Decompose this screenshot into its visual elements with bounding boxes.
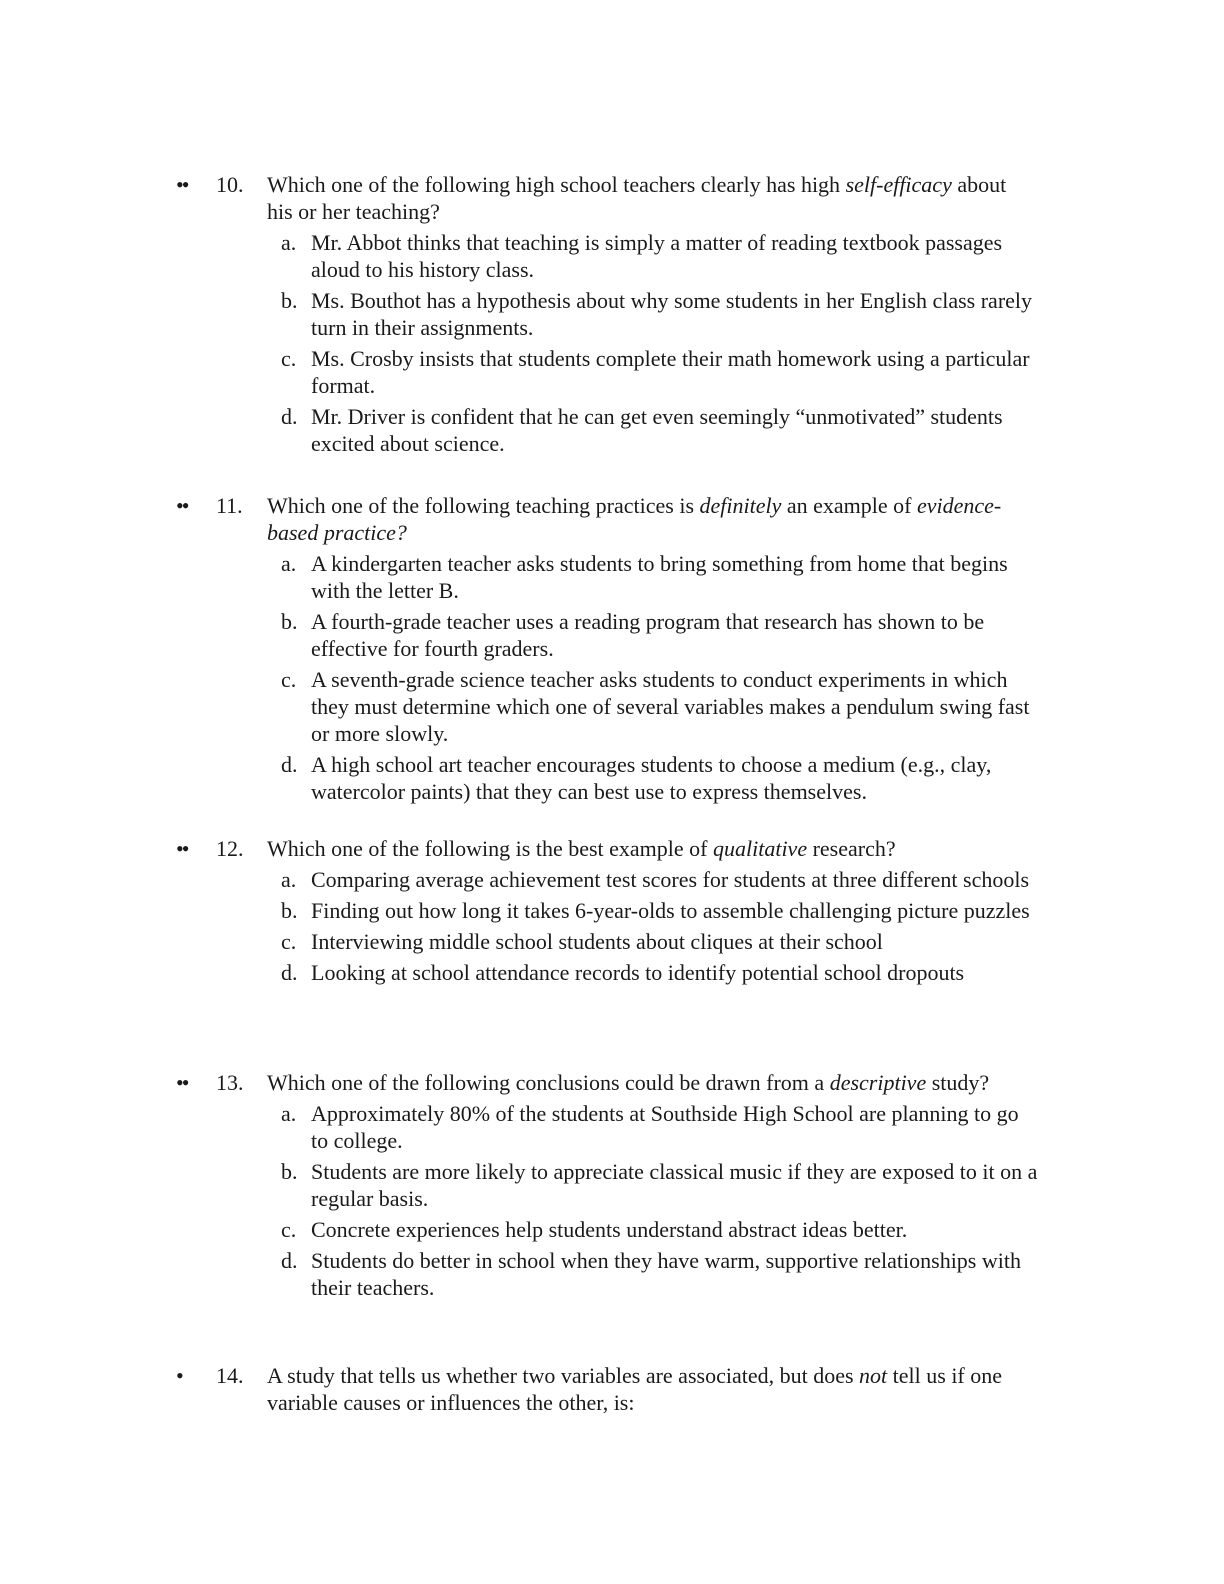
option-letter: b. <box>281 898 298 923</box>
answer-options <box>0 1100 1224 1301</box>
option-letter: b. <box>281 609 298 634</box>
option-letter: a. <box>281 867 297 892</box>
question-stem <box>267 1069 1037 1096</box>
answer-option <box>281 287 1041 341</box>
stem-text: an example of <box>781 493 917 518</box>
answer-option <box>281 1100 1041 1154</box>
option-text: A fourth-grade teacher uses a reading program that research has shown to be effective for fourth graders. <box>311 609 985 661</box>
option-letter: c. <box>281 667 297 692</box>
question-bullet: • <box>176 1363 182 1388</box>
option-letter: b. <box>281 1159 298 1184</box>
answer-options <box>0 866 1224 986</box>
option-letter: d. <box>281 404 298 429</box>
question-12 <box>0 835 1224 990</box>
option-text: Students are more likely to appreciate classical music if they are exposed to it on a regular basis. <box>311 1159 1038 1211</box>
option-text: Ms. Bouthot has a hypothesis about why some students in her English class rarely turn in their assignments. <box>311 288 1033 340</box>
answer-option <box>281 229 1041 283</box>
option-letter: d. <box>281 960 298 985</box>
answer-option <box>281 751 1041 805</box>
option-letter: b. <box>281 288 298 313</box>
option-letter: c. <box>281 1217 297 1242</box>
stem-emphasis: qualitative <box>713 836 808 861</box>
option-text: Concrete experiences help students understand abstract ideas better. <box>311 1217 908 1242</box>
question-10 <box>0 171 1224 461</box>
option-letter: c. <box>281 346 297 371</box>
option-letter: a. <box>281 1101 297 1126</box>
question-bullet: •• <box>176 1070 188 1095</box>
question-header <box>0 492 1224 546</box>
question-header <box>0 1362 1224 1416</box>
question-11 <box>0 492 1224 809</box>
stem-emphasis: evidence-based practice? <box>267 493 1002 545</box>
option-text: A seventh-grade science teacher asks students to conduct experiments in which they must determine which one of several variables makes a pendulum swing fast or more slowly. <box>311 667 1030 746</box>
answer-options <box>0 550 1224 805</box>
option-text: Mr. Abbot thinks that teaching is simply a matter of reading textbook passages aloud to his history class. <box>311 230 1003 282</box>
option-text: Ms. Crosby insists that students complete their math homework using a particular format. <box>311 346 1030 398</box>
answer-option <box>281 1247 1041 1301</box>
answer-options <box>0 229 1224 457</box>
option-text: A kindergarten teacher asks students to bring something from home that begins with the letter B. <box>311 551 1008 603</box>
option-text: A high school art teacher encourages students to choose a medium (e.g., clay, watercolor paints) that they can best use to express themselves. <box>311 752 992 804</box>
question-header <box>0 835 1224 862</box>
question-number: 13. <box>216 1070 244 1095</box>
question-stem <box>267 492 1037 546</box>
question-header <box>0 171 1224 225</box>
option-letter: d. <box>281 752 298 777</box>
question-stem <box>267 1362 1037 1416</box>
question-number: 14. <box>216 1363 244 1388</box>
answer-option <box>281 866 1041 893</box>
answer-option <box>281 550 1041 604</box>
answer-option <box>281 1158 1041 1212</box>
option-text: Finding out how long it takes 6-year-olds to assemble challenging picture puzzles <box>311 898 1030 923</box>
option-text: Looking at school attendance records to identify potential school dropouts <box>311 960 965 985</box>
option-letter: c. <box>281 929 297 954</box>
stem-emphasis: definitely <box>699 493 782 518</box>
question-bullet: •• <box>176 836 188 861</box>
stem-text: Which one of the following conclusions could be drawn from a <box>267 1070 830 1095</box>
option-text: Interviewing middle school students about cliques at their school <box>311 929 883 954</box>
stem-emphasis: self-efficacy <box>845 172 952 197</box>
stem-text: research? <box>807 836 896 861</box>
question-bullet: •• <box>176 493 188 518</box>
answer-option <box>281 928 1041 955</box>
question-number: 10. <box>216 172 244 197</box>
answer-option <box>281 959 1041 986</box>
option-text: Comparing average achievement test scores for students at three different schools <box>311 867 1030 892</box>
answer-option <box>281 1216 1041 1243</box>
question-number: 11. <box>216 493 243 518</box>
option-letter: d. <box>281 1248 298 1273</box>
question-header <box>0 1069 1224 1096</box>
answer-option <box>281 608 1041 662</box>
question-stem <box>267 835 1037 862</box>
option-letter: a. <box>281 551 297 576</box>
question-stem <box>267 171 1037 225</box>
answer-option <box>281 345 1041 399</box>
option-text: Mr. Driver is confident that he can get even seemingly “unmotivated” students excited about science. <box>311 404 1003 456</box>
answer-option <box>281 403 1041 457</box>
option-text: Students do better in school when they have warm, supportive relationships with their teachers. <box>311 1248 1021 1300</box>
question-number: 12. <box>216 836 244 861</box>
answer-option <box>281 666 1041 747</box>
question-14 <box>0 1362 1224 1416</box>
stem-emphasis: not <box>859 1363 888 1388</box>
stem-emphasis: descriptive <box>829 1070 927 1095</box>
question-13 <box>0 1069 1224 1305</box>
option-text: Approximately 80% of the students at Southside High School are planning to go to college. <box>311 1101 1019 1153</box>
answer-option <box>281 897 1041 924</box>
stem-text: Which one of the following teaching practices is <box>267 493 700 518</box>
option-letter: a. <box>281 230 297 255</box>
stem-text: Which one of the following is the best example of <box>267 836 713 861</box>
stem-text: tell us if one variable causes or influences the other, is: <box>267 1363 1003 1415</box>
stem-text: about his or her teaching? <box>267 172 1007 224</box>
question-bullet: •• <box>176 172 188 197</box>
stem-text: study? <box>926 1070 990 1095</box>
stem-text: A study that tells us whether two variables are associated, but does <box>267 1363 860 1388</box>
stem-text: Which one of the following high school teachers clearly has high <box>267 172 846 197</box>
